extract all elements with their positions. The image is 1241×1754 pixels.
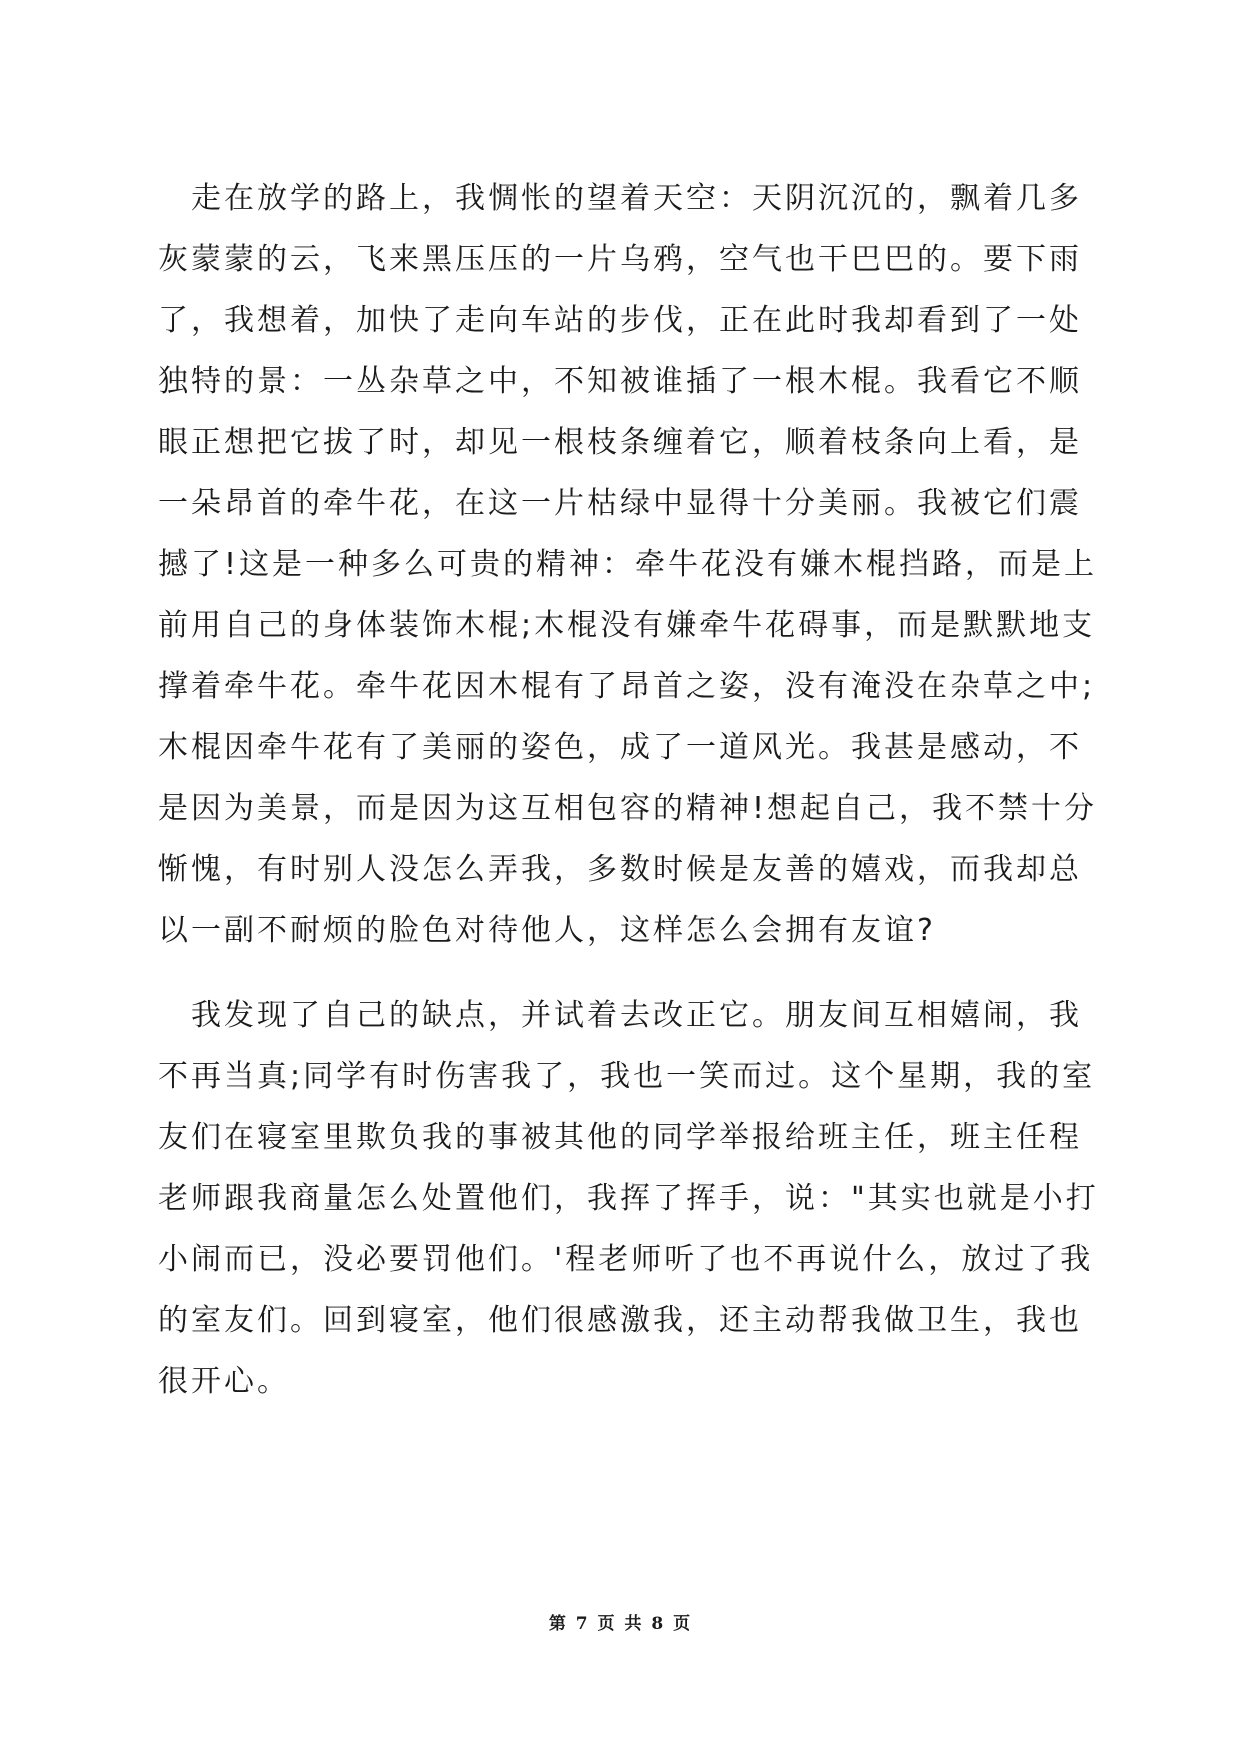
paragraph-1 — [158, 168, 1098, 961]
paragraph-line: 走在放学的路上，我惆怅的望着天空：天阴沉沉的，飘着几多 — [158, 181, 1082, 216]
paragraph-line: 不再当真;同学有时伤害我了，我也一笑而过。这个星期，我的室 — [158, 1059, 1096, 1094]
paragraph-2 — [158, 985, 1099, 1412]
paragraph-line: 是因为美景，而是因为这互相包容的精神!想起自己，我不禁十分 — [158, 791, 1098, 826]
paragraph-line: 我发现了自己的缺点，并试着去改正它。朋友间互相嬉闹，我 — [158, 998, 1082, 1033]
paragraph-line: 前用自己的身体装饰木棍;木棍没有嫌牵牛花碍事，而是默默地支 — [158, 608, 1096, 643]
paragraph-line: 惭愧，有时别人没怎么弄我，多数时候是友善的嬉戏，而我却总 — [158, 852, 1082, 887]
paragraph-line: 独特的景：一丛杂草之中，不知被谁插了一根木棍。我看它不顺 — [158, 364, 1082, 399]
paragraph-line: 很开心。 — [158, 1364, 290, 1399]
paragraph-line: 眼正想把它拔了时，却见一根枝条缠着它，顺着枝条向上看，是 — [158, 425, 1082, 460]
paragraph-line: 友们在寝室里欺负我的事被其他的同学举报给班主任，班主任程 — [158, 1120, 1082, 1155]
paragraph-line: 的室友们。回到寝室，他们很感激我，还主动帮我做卫生，我也 — [158, 1303, 1082, 1338]
page-number-footer: 第 7 页 共 8 页 — [548, 1614, 693, 1634]
paragraph-line: 木棍因牵牛花有了美丽的姿色，成了一道风光。我甚是感动，不 — [158, 730, 1082, 765]
paragraph-line: 撼了!这是一种多么可贵的精神：牵牛花没有嫌木棍挡路，而是上 — [158, 547, 1098, 582]
paragraph-line: 以一副不耐烦的脸色对待他人，这样怎么会拥有友谊? — [158, 913, 936, 948]
paragraph-line: 小闹而已，没必要罚他们。'程老师听了也不再说什么，放过了我 — [158, 1242, 1094, 1277]
paragraph-line: 撑着牵牛花。牵牛花因木棍有了昂首之姿，没有淹没在杂草之中; — [158, 669, 1096, 704]
paragraph-line: 了，我想着，加快了走向车站的步伐，正在此时我却看到了一处 — [158, 303, 1082, 338]
paragraph-line: 一朵昂首的牵牛花，在这一片枯绿中显得十分美丽。我被它们震 — [158, 486, 1082, 521]
paragraph-line: 老师跟我商量怎么处置他们，我挥了挥手，说："其实也就是小打 — [158, 1181, 1099, 1216]
paragraph-line: 灰蒙蒙的云，飞来黑压压的一片乌鸦，空气也干巴巴的。要下雨 — [158, 242, 1082, 277]
